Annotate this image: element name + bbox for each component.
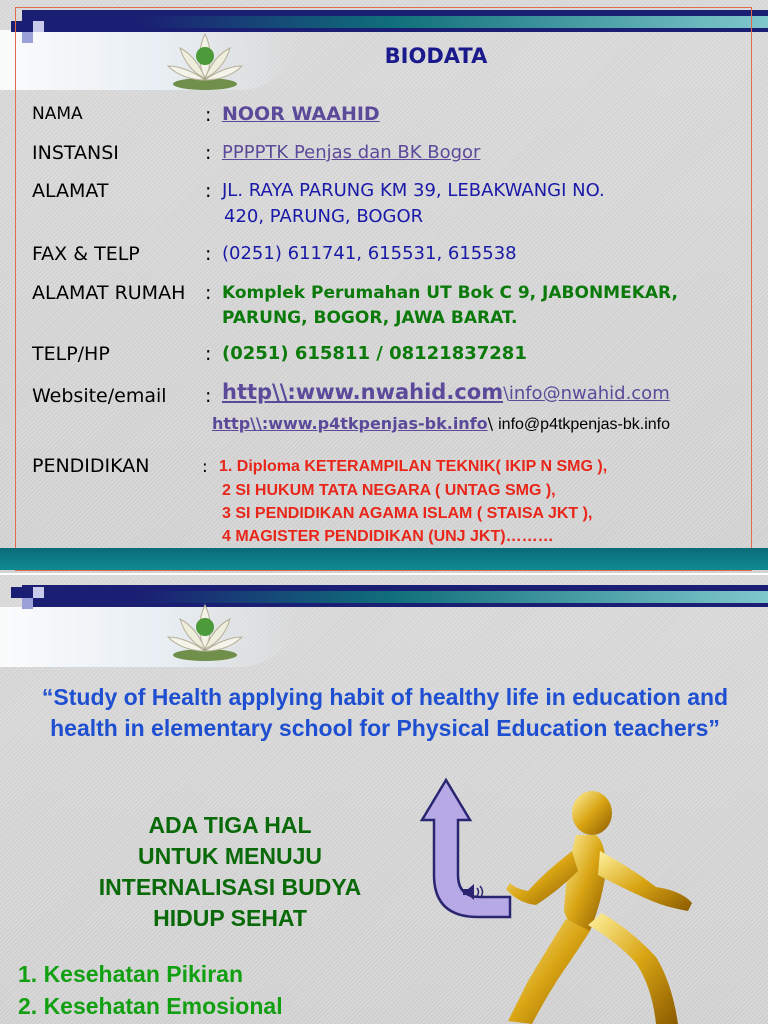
colon: : bbox=[205, 343, 212, 365]
pendidikan-item: 2 SI HUKUM TATA NEGARA ( UNTAG SMG ), bbox=[222, 482, 556, 499]
value-nama: NOOR WAAHID bbox=[222, 103, 380, 125]
label-telp-hp: TELP/HP bbox=[32, 343, 110, 365]
colon: : bbox=[205, 385, 212, 407]
deco-square bbox=[11, 587, 22, 598]
label-website-email: Website/email bbox=[32, 385, 167, 407]
value-alamat-line2: 420, PARUNG, BOGOR bbox=[224, 206, 424, 227]
pendidikan-item: 4 MAGISTER PENDIDIKAN (UNJ JKT)……… bbox=[222, 528, 554, 545]
value-fax-telp: (0251) 611741, 615531, 615538 bbox=[222, 243, 517, 264]
email-link-1[interactable]: info@nwahid.com bbox=[508, 383, 670, 404]
heading-line: HIDUP SEHAT bbox=[153, 905, 307, 931]
label-pendidikan: PENDIDIKAN bbox=[32, 455, 150, 477]
slide-title: BIODATA bbox=[384, 44, 488, 68]
lotus-icon bbox=[160, 597, 250, 667]
value-alamat-rumah-line2: PARUNG, BOGOR, JAWA BARAT. bbox=[222, 308, 518, 328]
slide-health bbox=[0, 575, 768, 1024]
label-instansi: INSTANSI bbox=[32, 142, 119, 164]
heading-tiga-hal bbox=[40, 810, 420, 934]
list-item: 1. Kesehatan Pikiran bbox=[18, 961, 243, 987]
label-alamat: ALAMAT bbox=[32, 180, 109, 202]
website-link-1[interactable]: http\\:www.nwahid.com bbox=[222, 380, 504, 404]
colon: : bbox=[202, 457, 208, 477]
label-alamat-rumah: ALAMAT RUMAH bbox=[32, 282, 186, 304]
pendidikan-item: 1. Diploma KETERAMPILAN TEKNIK( IKIP N SMG ), bbox=[219, 458, 608, 475]
pendidikan-item: 3 SI PENDIDIKAN AGAMA ISLAM ( STAISA JKT ), bbox=[222, 505, 593, 522]
value-telp-hp: (0251) 615811 / 08121837281 bbox=[222, 343, 527, 364]
value-alamat-line1: JL. RAYA PARUNG KM 39, LEBAKWANGI NO. bbox=[222, 180, 605, 201]
header-swoosh bbox=[0, 607, 300, 667]
separator: \ bbox=[487, 414, 494, 433]
footer-band bbox=[0, 548, 768, 570]
heading-line: UNTUK MENUJU bbox=[138, 843, 322, 869]
heading-line: ADA TIGA HAL bbox=[148, 812, 312, 838]
label-fax-telp: FAX & TELP bbox=[32, 243, 140, 265]
speaker-icon[interactable] bbox=[461, 881, 487, 903]
label-nama: NAMA bbox=[32, 104, 83, 124]
separator: \ bbox=[503, 384, 509, 404]
deco-square bbox=[22, 598, 33, 609]
running-man-icon bbox=[506, 791, 698, 1024]
colon: : bbox=[205, 142, 212, 164]
colon: : bbox=[205, 104, 212, 126]
colon: : bbox=[205, 243, 212, 265]
value-instansi: PPPPTK Penjas dan BK Bogor bbox=[222, 142, 481, 163]
deco-square bbox=[33, 587, 44, 598]
email-2: info@p4tkpenjas-bk.info bbox=[498, 416, 671, 433]
heading-line: INTERNALISASI BUDYA bbox=[98, 874, 362, 900]
list-item: 2. Kesehatan Emosional bbox=[18, 993, 283, 1019]
website-link-2[interactable]: http\\:www.p4tkpenjas-bk.info bbox=[212, 414, 488, 433]
colon: : bbox=[205, 180, 212, 202]
quote-text: “Study of Health applying habit of healthy life in education and health in elementary school for Physical Education teachers” bbox=[41, 684, 729, 741]
colon: : bbox=[205, 282, 212, 304]
value-alamat-rumah-line1: Komplek Perumahan UT Bok C 9, JABONMEKAR, bbox=[222, 283, 678, 303]
